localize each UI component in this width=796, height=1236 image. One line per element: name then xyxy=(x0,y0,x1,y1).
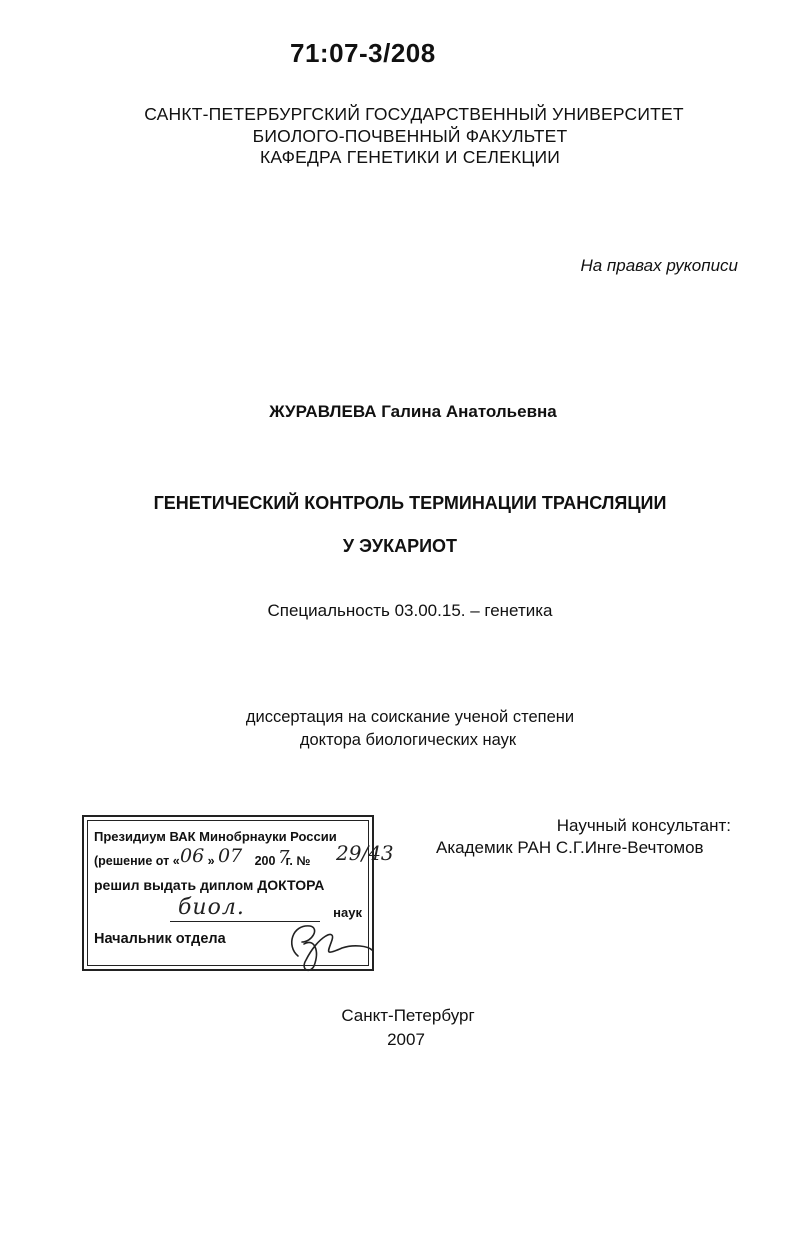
manuscript-note: На правах рукописи xyxy=(580,256,738,275)
consultant-label: Научный консультант: xyxy=(556,816,731,835)
stamp-handwritten-number: 29/43 xyxy=(336,841,394,865)
department-name: КАФЕДРА ГЕНЕТИКИ И СЕЛЕКЦИИ xyxy=(259,147,561,167)
faculty-name: БИОЛОГО-ПОЧВЕННЫЙ ФАКУЛЬТЕТ xyxy=(252,126,568,146)
vak-stamp xyxy=(82,815,394,971)
stamp-science-suffix: наук xyxy=(333,905,362,920)
dissertation-title-line-2: У ЭУКАРИОТ xyxy=(342,536,458,556)
stamp-presidium-line: Президиум ВАК Минобрнауки России xyxy=(94,829,337,844)
publication-year: 2007 xyxy=(387,1030,425,1049)
stamp-handwritten-month: 07 xyxy=(218,845,243,867)
vak-stamp-frame xyxy=(87,820,394,966)
catalog-number: 71:07-3/208 xyxy=(290,38,436,68)
degree-line-1: диссертация на соискание ученой степени xyxy=(245,708,575,726)
signature-icon xyxy=(284,916,376,974)
consultant-name: Академик РАН С.Г.Инге-Вечтомов xyxy=(436,838,704,857)
specialty: Специальность 03.00.15. – генетика xyxy=(267,601,553,620)
stamp-handwritten-field: биол. xyxy=(178,895,245,920)
stamp-head-of-department: Начальник отдела xyxy=(94,931,226,947)
stamp-decision-century: 200 xyxy=(254,854,276,868)
stamp-decision-quote: » xyxy=(207,854,215,868)
author-name: ЖУРАВЛЕВА Галина Анатольевна xyxy=(269,402,557,421)
degree-line-2: доктора биологических наук xyxy=(299,731,517,749)
stamp-handwritten-day: 06 xyxy=(180,845,205,867)
stamp-decision-prefix: (решение от « xyxy=(94,854,180,868)
stamp-handwritten-year-digit: 7 xyxy=(278,847,290,868)
university-name: САНКТ-ПЕТЕРБУРГСКИЙ ГОСУДАРСТВЕННЫЙ УНИВЕРСИТЕТ xyxy=(144,104,684,124)
stamp-decision-number-label: г. № xyxy=(285,854,311,868)
place-of-publication: Санкт-Петербург xyxy=(341,1006,475,1025)
consultant-block xyxy=(436,815,746,859)
dissertation-title-line-1: ГЕНЕТИЧЕСКИЙ КОНТРОЛЬ ТЕРМИНАЦИИ ТРАНСЛЯЦИИ xyxy=(153,493,667,513)
stamp-issue-line: решил выдать диплом ДОКТОРА xyxy=(94,877,325,893)
